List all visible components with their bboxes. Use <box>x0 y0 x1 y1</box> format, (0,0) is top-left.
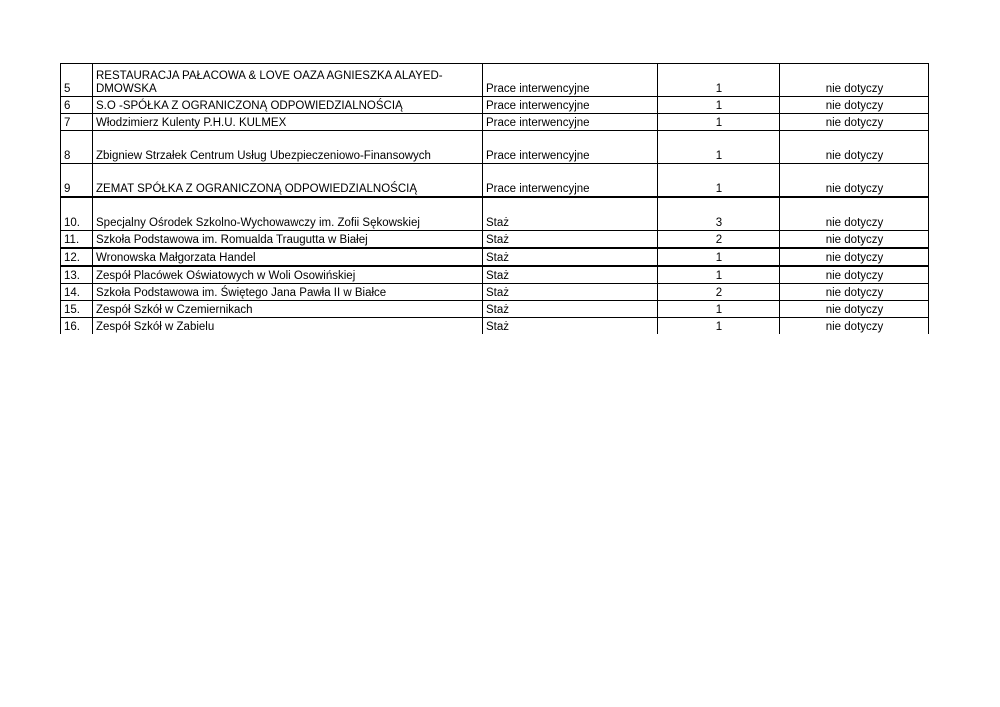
placement-count: 2 <box>658 231 780 249</box>
employer-name: Zespół Szkół w Zabielu <box>93 318 483 335</box>
placement-count: 1 <box>658 97 780 114</box>
employer-name: Szkoła Podstawowa im. Romualda Traugutta w Białej <box>93 231 483 249</box>
row-number: 15. <box>61 301 93 318</box>
employer-name: RESTAURACJA PAŁACOWA & LOVE OAZA AGNIESZKA ALAYED-DMOWSKA <box>93 64 483 97</box>
row-number: 10. <box>61 197 93 231</box>
placements-table <box>60 63 929 334</box>
row-number: 5 <box>61 64 93 97</box>
placement-type: Staż <box>483 231 658 249</box>
placement-type: Staż <box>483 301 658 318</box>
employer-name: Zespół Szkół w Czemiernikach <box>93 301 483 318</box>
employer-name: Zbigniew Strzałek Centrum Usług Ubezpieczeniowo-Finansowych <box>93 131 483 164</box>
table-row <box>61 248 929 266</box>
row-number: 12. <box>61 248 93 266</box>
placement-type: Prace interwencyjne <box>483 64 658 97</box>
table-row <box>61 266 929 284</box>
placement-note: nie dotyczy <box>780 114 929 131</box>
placement-note: nie dotyczy <box>780 97 929 114</box>
employer-name: Szkoła Podstawowa im. Świętego Jana Pawła II w Białce <box>93 284 483 301</box>
placement-note: nie dotyczy <box>780 301 929 318</box>
placement-count: 1 <box>658 131 780 164</box>
placement-count: 3 <box>658 197 780 231</box>
placement-type: Staż <box>483 318 658 335</box>
placement-note: nie dotyczy <box>780 248 929 266</box>
employer-name: Specjalny Ośrodek Szkolno-Wychowawczy im. Zofii Sękowskiej <box>93 197 483 231</box>
table-row <box>61 131 929 164</box>
spreadsheet-page <box>60 63 928 334</box>
placement-count: 1 <box>658 164 780 198</box>
placement-count: 1 <box>658 301 780 318</box>
placement-count: 1 <box>658 266 780 284</box>
table-row <box>61 231 929 249</box>
row-number: 14. <box>61 284 93 301</box>
row-number: 7 <box>61 114 93 131</box>
placement-type: Staż <box>483 284 658 301</box>
table-row <box>61 318 929 335</box>
employer-name: S.O -SPÓŁKA Z OGRANICZONĄ ODPOWIEDZIALNOŚCIĄ <box>93 97 483 114</box>
placement-note: nie dotyczy <box>780 231 929 249</box>
placement-note: nie dotyczy <box>780 64 929 97</box>
placement-count: 1 <box>658 318 780 335</box>
table-row <box>61 197 929 231</box>
placement-type: Prace interwencyjne <box>483 97 658 114</box>
employer-name: ZEMAT SPÓŁKA Z OGRANICZONĄ ODPOWIEDZIALNOŚCIĄ <box>93 164 483 198</box>
placement-note: nie dotyczy <box>780 164 929 198</box>
table-row <box>61 114 929 131</box>
table-row <box>61 164 929 198</box>
placement-type: Prace interwencyjne <box>483 164 658 198</box>
employer-name: Wronowska Małgorzata Handel <box>93 248 483 266</box>
row-number: 13. <box>61 266 93 284</box>
placement-type: Staż <box>483 266 658 284</box>
table-row <box>61 64 929 97</box>
placement-count: 1 <box>658 248 780 266</box>
row-number: 16. <box>61 318 93 335</box>
placement-type: Staż <box>483 248 658 266</box>
placement-type: Prace interwencyjne <box>483 114 658 131</box>
row-number: 9 <box>61 164 93 198</box>
table-row <box>61 97 929 114</box>
row-number: 11. <box>61 231 93 249</box>
table-row <box>61 301 929 318</box>
placement-note: nie dotyczy <box>780 197 929 231</box>
employer-name: Zespół Placówek Oświatowych w Woli Osowińskiej <box>93 266 483 284</box>
placement-type: Staż <box>483 197 658 231</box>
placement-note: nie dotyczy <box>780 284 929 301</box>
placement-note: nie dotyczy <box>780 266 929 284</box>
placement-type: Prace interwencyjne <box>483 131 658 164</box>
employer-name: Włodzimierz Kulenty P.H.U. KULMEX <box>93 114 483 131</box>
placement-count: 1 <box>658 114 780 131</box>
placement-note: nie dotyczy <box>780 131 929 164</box>
placement-count: 2 <box>658 284 780 301</box>
placement-note: nie dotyczy <box>780 318 929 335</box>
table-row <box>61 284 929 301</box>
placement-count: 1 <box>658 64 780 97</box>
row-number: 8 <box>61 131 93 164</box>
row-number: 6 <box>61 97 93 114</box>
